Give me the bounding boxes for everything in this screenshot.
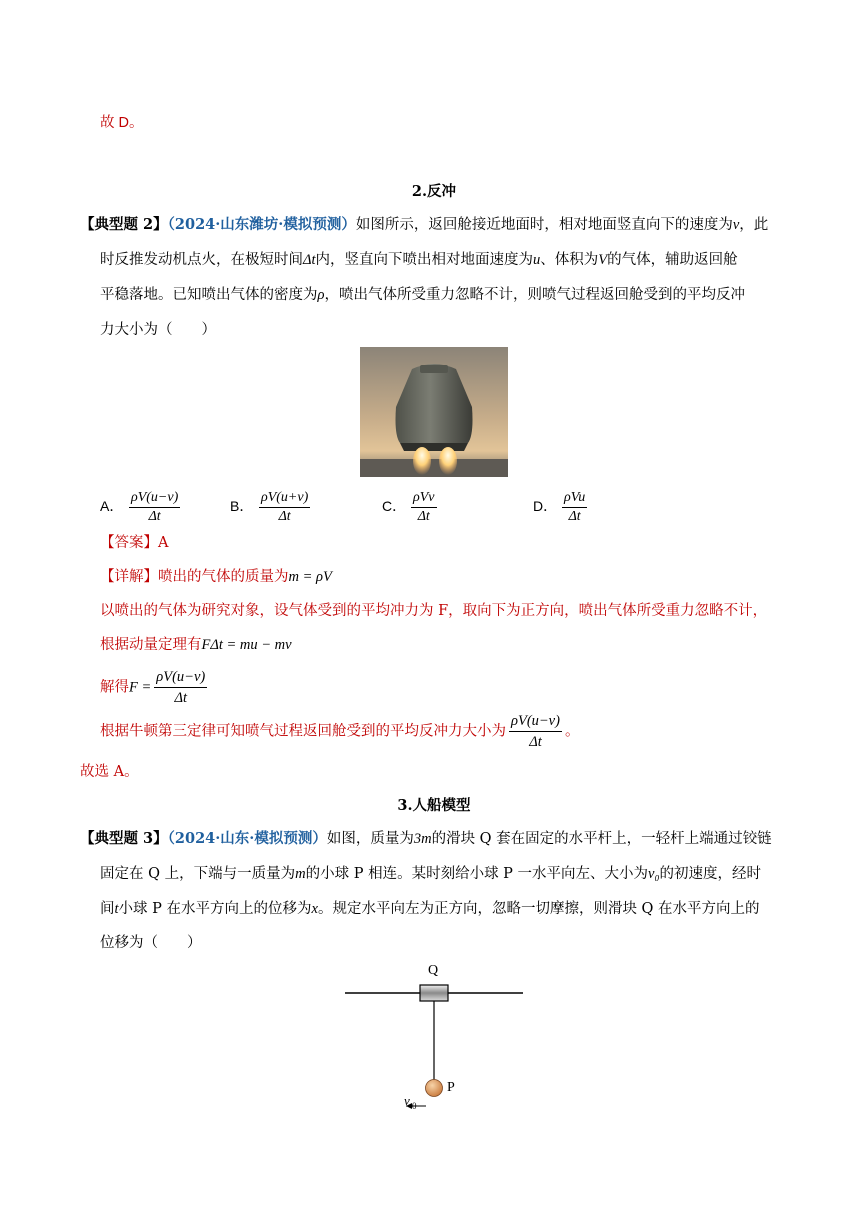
question-text: 间 bbox=[100, 901, 115, 917]
numerator: ρVu bbox=[562, 490, 587, 508]
detail-line-5 bbox=[100, 712, 579, 751]
denominator: Δt bbox=[174, 690, 188, 706]
option-b-fraction bbox=[259, 490, 310, 525]
detail-line-1 bbox=[100, 567, 332, 587]
question-text: 小球 P 在水平方向上的位移为 bbox=[118, 901, 312, 917]
option-a-fraction bbox=[129, 490, 180, 525]
question-text: ，喷出气体所受重力忽略不计，则喷气过程返回舱受到的平均反冲 bbox=[324, 287, 745, 303]
section-title-recoil: 2.反冲 bbox=[411, 183, 457, 200]
equation: FΔt = mu − mv bbox=[201, 637, 292, 653]
question-text: 平稳落地。已知喷出气体的密度为 bbox=[100, 287, 318, 303]
var-m: m bbox=[295, 866, 306, 882]
question-3-line-2 bbox=[100, 864, 761, 884]
label-v: v bbox=[404, 1093, 410, 1108]
final-fraction bbox=[509, 712, 562, 751]
var-v: v bbox=[732, 217, 740, 233]
question-text: 。规定水平向左为正方向，忽略一切摩擦，则滑块 Q 在水平方向上的 bbox=[317, 901, 760, 917]
question-tag: 【典型题 3】 bbox=[80, 830, 168, 847]
question-3-line-1 bbox=[80, 829, 772, 849]
option-d-fraction bbox=[562, 490, 587, 525]
question-text: 、体积为 bbox=[540, 252, 599, 268]
question-text: 的初速度，经时 bbox=[659, 866, 762, 882]
question-text: 如图所示，返回舱接近地面时，相对地面竖直向下的速度为 bbox=[355, 217, 733, 233]
question-source: （2024·山东潍坊·模拟预测） bbox=[167, 216, 356, 233]
label-v-sub: 0 bbox=[412, 1101, 417, 1111]
section-title-person-boat: 3.人船模型 bbox=[397, 797, 471, 814]
question-text: 固定在 Q 上，下端与一质量为 bbox=[100, 866, 296, 882]
var-t: t bbox=[114, 901, 119, 917]
detail-line-3 bbox=[100, 635, 292, 655]
question-text: 如图，质量为 bbox=[326, 831, 414, 847]
denominator: Δt bbox=[529, 734, 542, 750]
question-source: （2024·山东·模拟预测） bbox=[167, 830, 327, 847]
question-text: 内，竖直向下喷出相对地面速度为 bbox=[315, 252, 534, 268]
detail-text: 根据牛顿第三定律可知喷气过程返回舱受到的平均反冲力大小为 bbox=[100, 723, 506, 740]
question-3-line-4: 位移为（ ） bbox=[100, 935, 202, 951]
question-2-line-1 bbox=[80, 215, 768, 235]
option-label: B． bbox=[230, 498, 254, 514]
question-text: 的滑块 Q 套在固定的水平杆上，一轻杆上端通过铰链 bbox=[431, 831, 772, 847]
option-c-fraction bbox=[411, 490, 437, 525]
question-2-line-3 bbox=[100, 285, 745, 305]
var-x: x bbox=[311, 901, 318, 917]
question-text: 时反推发动机点火，在极短时间 bbox=[100, 252, 303, 268]
question-2-line-4: 力大小为（ ） bbox=[100, 322, 216, 338]
question-3-line-3 bbox=[100, 899, 760, 919]
detail-line-4 bbox=[100, 668, 210, 707]
var-dt: Δt bbox=[303, 252, 316, 268]
denominator: Δt bbox=[568, 509, 581, 524]
detail-text: 喷出的气体的质量为 bbox=[158, 569, 289, 585]
var-V: V bbox=[598, 252, 608, 268]
question-2-line-2 bbox=[100, 250, 738, 270]
equation: m = ρV bbox=[288, 569, 332, 585]
return-capsule-image bbox=[360, 347, 508, 477]
detail-tag: 【详解】 bbox=[100, 569, 158, 585]
detail-text: 根据动量定理有 bbox=[100, 637, 202, 653]
denominator: Δt bbox=[148, 509, 161, 524]
detail-line-2: 以喷出的气体为研究对象，设气体受到的平均冲力为 F，取向下为正方向，喷出气体所受重力忽略不计， bbox=[100, 603, 768, 619]
numerator: ρV(u−v) bbox=[129, 490, 180, 508]
option-label: D． bbox=[533, 498, 558, 514]
numerator: ρV(u+v) bbox=[259, 490, 310, 508]
answer-line: 【答案】A bbox=[100, 535, 169, 551]
prev-conclusion: 故 D。 bbox=[100, 115, 144, 131]
numerator: ρV(u−v) bbox=[509, 712, 562, 732]
var-u: u bbox=[533, 252, 541, 268]
question-text: 的气体，辅助返回舱 bbox=[607, 252, 738, 268]
option-label: A． bbox=[100, 498, 124, 514]
equation-lhs: F = bbox=[129, 679, 152, 696]
label-q: Q bbox=[428, 963, 439, 978]
denominator: Δt bbox=[278, 509, 291, 524]
slider-ball-figure bbox=[340, 960, 530, 1120]
numerator: ρVv bbox=[411, 490, 437, 508]
option-label: C． bbox=[382, 498, 407, 514]
var-3m: 3m bbox=[413, 831, 432, 847]
detail-text: 。 bbox=[564, 723, 580, 740]
question-tag: 【典型题 2】 bbox=[80, 216, 168, 233]
var-rho: ρ bbox=[317, 287, 325, 303]
question-text: 的小球 P 相连。某时刻给小球 P 一水平向左、大小为 bbox=[305, 866, 649, 882]
var-v0: v₀ bbox=[648, 866, 660, 882]
slider-q bbox=[420, 985, 448, 1001]
result-fraction bbox=[154, 668, 207, 707]
detail-text: 解得 bbox=[100, 679, 129, 696]
denominator: Δt bbox=[417, 509, 430, 524]
numerator: ρV(u−v) bbox=[154, 668, 207, 688]
label-p: P bbox=[447, 1080, 455, 1095]
question-text: ，此 bbox=[739, 217, 769, 233]
ball-p bbox=[426, 1080, 443, 1097]
final-conclusion: 故选 A。 bbox=[80, 764, 139, 780]
